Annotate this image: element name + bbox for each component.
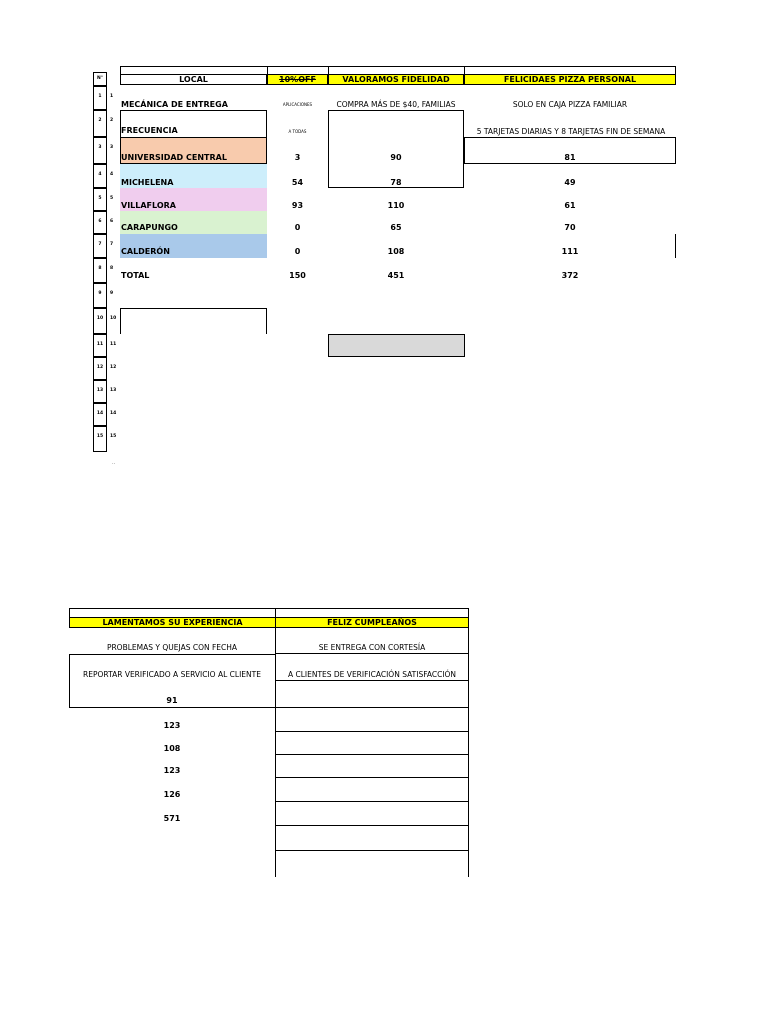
row-universidad-off: 3 [294, 153, 301, 162]
row-number-cell: 3 [93, 137, 107, 164]
row-number-label: 10 [110, 316, 117, 321]
row-number-label: 13 [110, 388, 117, 393]
header-local: LOCAL [120, 74, 267, 85]
fidelidad-empty-box [328, 110, 464, 188]
row-number-label: 9 [110, 291, 114, 296]
cumple-grid-line [275, 801, 469, 802]
row-carapungo-fidelidad: 65 [390, 223, 402, 232]
row-number-cell: 8 [93, 258, 107, 283]
cumple-grid-line [275, 850, 469, 851]
row-number-cell: 15 [93, 426, 107, 452]
row-number-cell: 7 [93, 234, 107, 258]
footnote-mark: .. [112, 460, 116, 466]
header-divider [267, 66, 268, 74]
row-problemas: PROBLEMAS Y QUEJAS CON FECHA [106, 643, 238, 652]
row-number-cell: 1 [93, 86, 107, 110]
row-calderon-off: 0 [294, 247, 301, 256]
row-total-pizza: 372 [561, 271, 579, 280]
row-number-cell: 12 [93, 357, 107, 380]
row-calderon-fidelidad: 108 [387, 247, 405, 256]
row-number-cell: 9 [93, 283, 107, 308]
row-number-label: 15 [110, 434, 117, 439]
row-carapungo-label: CARAPUNGO [121, 223, 178, 232]
row-mecanica-off: APLICACIONES [282, 102, 313, 107]
row-carapungo-off: 0 [294, 223, 301, 232]
cumple-grid-line [275, 731, 469, 732]
row-frecuencia-label: FRECUENCIA [121, 126, 178, 135]
row-universidad-label: UNIVERSIDAD CENTRAL [121, 153, 227, 162]
row-number-cell: 5 [93, 188, 107, 211]
row-number-label: 12 [110, 365, 117, 370]
right-edge-line [675, 234, 676, 258]
row-number-label: 1 [110, 94, 114, 99]
empty-box-row10 [120, 308, 267, 334]
no-header-cell: N° [93, 72, 107, 86]
row-number-label: 6 [110, 219, 114, 224]
row-mecanica-fidelidad: COMPRA MÁS DE $40, FAMILIAS [336, 100, 456, 109]
row-number-label: 2 [110, 118, 114, 123]
header-10off: 10%OFF [267, 74, 328, 85]
row-villaflora-off: 93 [291, 201, 304, 210]
row-number-label: 7 [110, 242, 114, 247]
header-divider [464, 66, 465, 74]
cumple-grid-line [275, 825, 469, 826]
header-lamentamos: LAMENTAMOS SU EXPERIENCIA [69, 617, 276, 628]
bottom-sheet [0, 600, 768, 890]
header-felicidaes-pizza: FELICIDAES PIZZA PERSONAL [464, 74, 676, 85]
row-michelena-label: MICHELENA [121, 178, 174, 187]
row-total-label: TOTAL [121, 271, 150, 280]
cumple-grid-line [275, 777, 469, 778]
row-number-cell: 6 [93, 211, 107, 234]
row-carapungo-pizza: 70 [564, 223, 576, 232]
row-frecuencia-pizza: 5 TARJETAS DIARIAS Y 8 TARJETAS FIN DE SEMANA [476, 127, 666, 136]
header-valoramos-fidelidad: VALORAMOS FIDELIDAD [328, 74, 464, 85]
value-row-2: 123 [163, 721, 181, 730]
row-number-label: 5 [110, 196, 114, 201]
row-total-fidelidad: 451 [387, 271, 405, 280]
row-michelena-off: 54 [291, 178, 304, 187]
cumple-grid-line [275, 653, 469, 654]
value-row-1: 91 [166, 696, 178, 705]
cumple-grid-line [275, 707, 469, 708]
row-cortesia: SE ENTREGA CON CORTESÍA [318, 643, 426, 652]
row-number-label: 11 [110, 342, 117, 347]
row-universidad-pizza: 81 [564, 153, 576, 162]
bottom-header-topline [69, 608, 469, 617]
row-mecanica-pizza: SOLO EN CAJA PIZZA FAMILIAR [512, 100, 628, 109]
row-reportar: REPORTAR VERIFICADO A SERVICIO AL CLIENTE [83, 670, 261, 679]
row-number-cell: 11 [93, 334, 107, 357]
row-villaflora-pizza: 61 [564, 201, 576, 210]
bottom-header-divider [275, 608, 276, 617]
header-divider [328, 66, 329, 74]
row-number-label: 4 [110, 172, 114, 177]
top-sheet [0, 0, 768, 480]
value-row-4: 123 [163, 766, 181, 775]
value-row-6: 571 [163, 814, 181, 823]
row-verificacion: A CLIENTES DE VERIFICACIÓN SATISFACCIÓN [287, 670, 457, 679]
cumple-column-grid [275, 628, 469, 877]
row-number-label: 14 [110, 411, 117, 416]
value-row-3: 108 [163, 744, 181, 753]
grey-box [328, 334, 465, 357]
row-villaflora-fidelidad: 110 [387, 201, 405, 210]
row-number-cell: 4 [93, 164, 107, 188]
row-number-cell: 13 [93, 380, 107, 403]
header-feliz-cumpleanos: FELIZ CUMPLEAÑOS [275, 617, 469, 628]
row-number-cell: 10 [93, 308, 107, 334]
cumple-grid-line [275, 754, 469, 755]
value-row-5: 126 [163, 790, 181, 799]
row-universidad-fidelidad: 90 [390, 153, 402, 162]
cumple-grid-line [275, 680, 469, 681]
row-calderon-pizza: 111 [561, 247, 579, 256]
row-calderon-label: CALDERÓN [121, 247, 170, 256]
row-number-cell: 14 [93, 403, 107, 426]
row-frecuencia-off: A TODAS [288, 129, 307, 134]
row-villaflora-label: VILLAFLORA [121, 201, 176, 210]
row-number-label: 3 [110, 145, 114, 150]
row-mecanica-label: MECÁNICA DE ENTREGA [121, 100, 228, 109]
row-michelena-fidelidad: 78 [390, 178, 402, 187]
row-number-label: 8 [110, 266, 114, 271]
row-michelena-pizza: 49 [564, 178, 576, 187]
header-topline [120, 66, 676, 74]
row-total-off: 150 [289, 271, 306, 280]
row-number-cell: 2 [93, 110, 107, 137]
